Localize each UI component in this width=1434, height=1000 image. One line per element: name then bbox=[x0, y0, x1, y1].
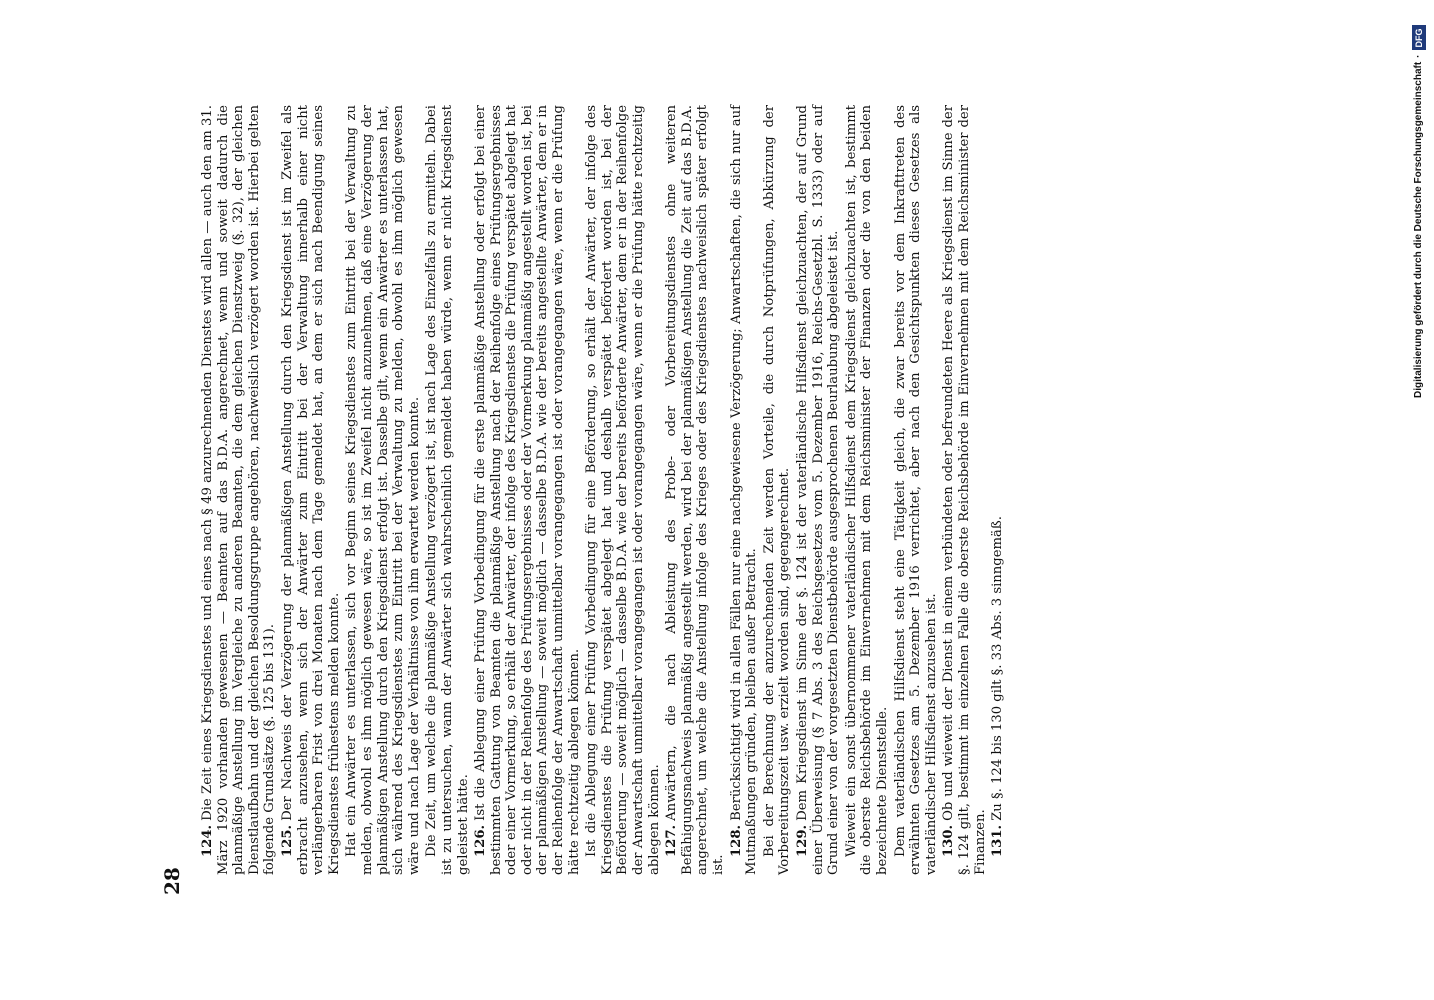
paragraph-text: Der Nachweis der Verzögerung der planmäßigen Anstellung durch den Kriegsdienst ist im Zweifel als erbracht anzusehen, wenn sich der Anwärter zum Eintritt bei der Verwaltung innerhalb einer nicht verlängerbaren Frist von drei Monaten nach dem Tage gemeldet hat, an dem er sich nach Beendigung seines Kriegsdienstes frühestens melden konnte. bbox=[279, 105, 342, 875]
credit-label: Digitalisierung gefördert durch die Deutsche Forschungsgemeinschaft bbox=[1413, 61, 1424, 398]
paragraph bbox=[941, 105, 988, 875]
paragraph-number: 128. bbox=[728, 824, 744, 857]
credit-text-block: Digitalisierung gefördert durch die Deutsche Forschungsgemeinschaft · DFG bbox=[1408, 8, 1430, 398]
paragraph bbox=[424, 105, 471, 875]
credit-strip bbox=[1408, 8, 1430, 398]
paragraph bbox=[473, 105, 582, 875]
paragraph-text: Anwärtern, die nach Ableistung des Probe- oder Vorbereitungsdienstes ohne weiteren Befähigungsnachweis planmäßig angestellt werden, wird bei der planmäßigen Anstellung die Zeit auf das B.D.A. angerechnet, um welche die Anstellung infolge des Krieges oder des Kriegsdienstes nachweislich später erfolgt ist. bbox=[664, 105, 726, 875]
page-content bbox=[160, 85, 1120, 915]
paragraph-text: Ob und wieweit der Dienst in einem verbündeten oder befreundeten Heere als Kriegsdienst im Sinne der §. 124 gilt, bestimmt im einzelnen Falle die oberste Reichsbehörde im Einvernehmen mit dem Reichsminister der Finanzen. bbox=[941, 105, 988, 875]
paragraph-text: Ist die Ablegung einer Prüfung Vorbedingung für eine Beförderung, so erhält der Anwärter, der infolge des Kriegsdienstes die Prüfung verspätet abgelegt hat und deshalb verspätet befördert worden ist, bei der Beförderung — soweit möglich — dasselbe B.D.A. wie der bereits beförderte Anwärter, dem er in der Reihenfolge der Anwartschaft unmittelbar vorangegangen ist oder vorangegangen wäre, wenn er die Prüfung hätte rechtzeitig ablegen können. bbox=[584, 105, 662, 875]
paragraph bbox=[762, 105, 793, 875]
paragraph-text: Die Zeit, um welche die planmäßige Anstellung verzögert ist, ist nach Lage des Einzelfalls zu ermitteln. Dabei ist zu untersuchen, wann der Anwärter sich wahrscheinlich gemeldet haben würde, wenn er nicht Kriegsdienst geleistet hätte. bbox=[424, 105, 471, 875]
paragraph bbox=[280, 105, 342, 875]
paragraph-text: Die Zeit eines Kriegsdienstes und eines nach § 49 anzurechnenden Dienstes wird allen — auch den am 31. März 1920 vorhanden gewesenen — Beamten auf das B.D.A. angerechnet, wenn und soweit dadurch die planmäßige Anstellung im Vergleiche zu anderen Beamten, die dem gleichen Dienstzweig (§. 32), der gleichen Dienstlaufbahn und der gleichen Besoldungsgruppe angehören, nachweislich verzögert worden ist. Hierbei gelten folgende Grundsätze (§. 125 bis 131). bbox=[200, 105, 278, 875]
paragraph-text: Dem Kriegsdienst im Sinne der §. 124 ist der vaterländische Hilfsdienst gleichzuachten, der auf Grund einer Überweisung (§ 7 Abs. 3 des Reichsgesetzes vom 5. Dezember 1916, Reichs-Gesetzbl. S. 1333) oder auf Grund einer von der vorgesetzten Dienstbehörde ausgesprochenen Beurlaubung abgeleistet ist. bbox=[794, 105, 842, 875]
paragraph-text: Zu §. 124 bis 130 gilt §. 33 Abs. 3 sinngemäß. bbox=[990, 516, 1006, 821]
paragraph-number: 124. bbox=[200, 824, 215, 857]
paragraph-number: 131. bbox=[990, 824, 1006, 857]
dfg-logo: DFG bbox=[1412, 25, 1426, 50]
paragraph bbox=[664, 105, 726, 875]
paragraph bbox=[844, 105, 891, 875]
paragraph-text: Berücksichtigt wird in allen Fällen nur eine nachgewiesene Verzögerung; Anwartschaften, die sich nur auf Mutmaßungen gründen, bleiben außer Betracht. bbox=[728, 105, 760, 875]
paragraph bbox=[990, 105, 1006, 875]
paragraph bbox=[729, 105, 760, 875]
paragraph-text: Wieweit ein sonst übernommener vaterländischer Hilfsdienst dem Kriegsdienst gleichzuachten ist, bestimmt die oberste Reichsbehörde im Einvernehmen mit dem Reichsminister der Finanzen oder die von den beiden bezeichnete Dienststelle. bbox=[843, 105, 890, 875]
paragraph-text: Bei der Berechnung der anzurechnenden Zeit werden Vorteile, die durch Notprüfungen, Abkürzung der Vorbereitungszeit usw. erzielt worden sind, gegengerechnet. bbox=[761, 105, 793, 875]
paragraph bbox=[584, 105, 662, 875]
paragraph-number: 129. bbox=[794, 824, 810, 857]
paragraph-number: 125. bbox=[279, 824, 295, 857]
rotated-page bbox=[160, 85, 1120, 915]
paragraph-number: 126. bbox=[473, 824, 489, 857]
paragraph-list bbox=[200, 105, 1008, 875]
paragraph bbox=[200, 105, 278, 875]
paragraph-number: 130. bbox=[941, 824, 957, 857]
page-number: 28 bbox=[160, 867, 184, 895]
paragraph bbox=[795, 105, 842, 875]
paragraph-text: Dem vaterländischen Hilfsdienst steht eine Tätigkeit gleich, die zwar bereits vor dem Inkrafttreten des erwähnten Gesetzes am 5. Dezember 1916 verrichtet, aber nach den Gesichtspunkten dieses Gesetzes als vaterländischer Hilfsdienst anzusehen ist. bbox=[892, 105, 939, 875]
paragraph bbox=[344, 105, 422, 875]
paragraph-text: Ist die Ablegung einer Prüfung Vorbedingung für die erste planmäßige Anstellung oder erfolgt bei einer bestimmten Gattung von Beamten die planmäßige Anstellung nach der Reihenfolge eines Prüfungsergebnisses oder einer Vormerkung, so erhält der Anwärter, der infolge des Kriegsdienstes die Prüfung verspätet abgelegt hat oder nicht in der Reihenfolge des Prüfungsergebnisses oder der Vormerkung planmäßig angestellt worden ist, bei der planmäßigen Anstellung — soweit möglich — dasselbe B.D.A. wie der bereits angestellte Anwärter, dem er in der Reihenfolge der Anwartschaft unmittelbar vorangegangen ist oder vorangegangen wäre, wenn er die Prüfung hätte rechtzeitig ablegen können. bbox=[473, 105, 582, 875]
paragraph bbox=[893, 105, 940, 875]
paragraph-text: Hat ein Anwärter es unterlassen, sich vor Beginn seines Kriegsdienstes zum Eintritt bei der Verwaltung zu melden, obwohl es ihm möglich gewesen wäre, so ist im Zweifel nicht anzunehmen, daß eine Verzögerung der planmäßigen Anstellung durch den Kriegsdienst erfolgt ist. Dasselbe gilt, wenn ein Anwärter es unterlassen hat, sich während des Kriegsdienstes zum Eintritt bei der Verwaltung zu melden, obwohl es ihm möglich gewesen wäre und nach Lage der Verhältnisse von ihm erwartet werden konnte. bbox=[344, 105, 422, 875]
paragraph-number: 127. bbox=[664, 824, 680, 857]
